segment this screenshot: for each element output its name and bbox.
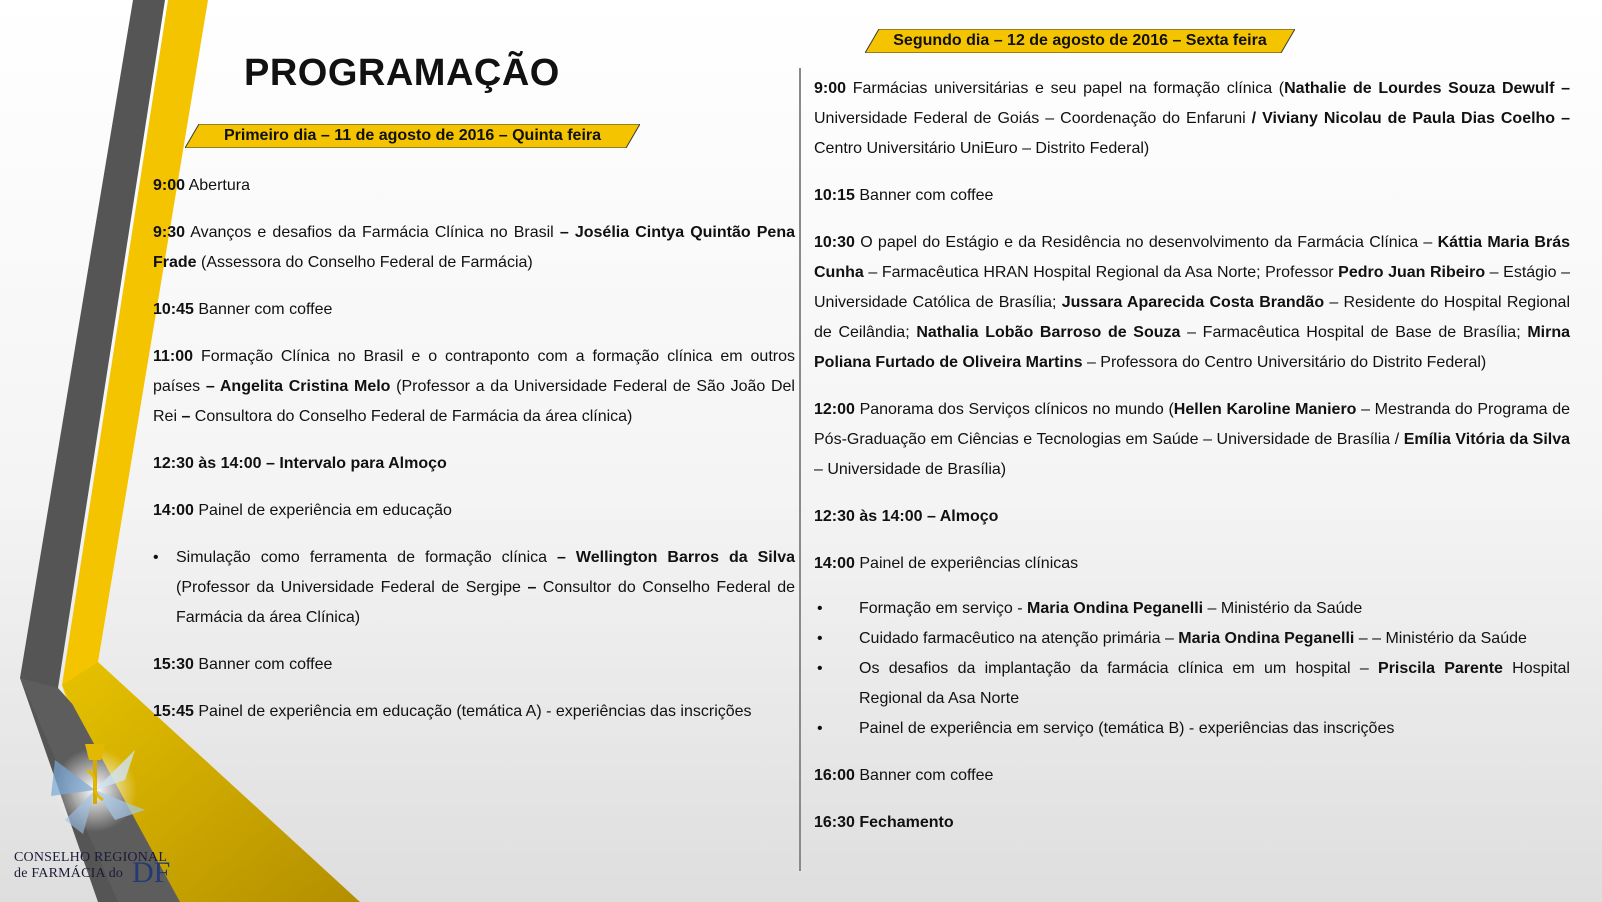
schedule-item: 15:45 Painel de experiência em educação (temática A) - experiências das inscrições [153,703,752,720]
schedule-item: 12:30 às 14:00 – Intervalo para Almoço [153,455,447,472]
bullet-marker: • [153,549,159,566]
day1-header-ribbon [185,124,640,148]
schedule-item: 12:30 às 14:00 – Almoço [814,508,999,525]
day1-schedule [153,171,795,744]
schedule-bullet-item: • Painel de experiência em serviço (temática B) - experiências das inscrições [814,714,1570,744]
schedule-item: 10:30 O papel do Estágio e da Residência no desenvolvimento da Farmácia Clínica – Káttia Maria Brás Cunha – Farmacêutica HRAN Hospital Regional da Asa Norte; Professor Pedro Juan Ribeiro – Estágio – Universidade Católica de Brasília; Jussara Aparecida Costa Brandão – Residente do Hospital Regional de Ceilândia; Nathalia Lobão Barroso de Souza – Farmacêutica Hospital de Base de Brasília; Mirna Poliana Furtado de Oliveira Martins – Professora do Centro Universitário do Distrito Federal) [814,234,1571,371]
schedule-item: 9:00 Abertura [153,177,250,194]
day2-schedule [814,74,1570,855]
schedule-item: 11:00 Formação Clínica no Brasil e o contraponto com a formação clínica em outros países – Angelita Cristina Melo (Professor a da Universidade Federal de São João Del Rei – Consultora do Conselho Federal de Farmácia da área clínica) [153,348,795,425]
schedule-bullet-item: • Os desafios da implantação da farmácia clínica em um hospital – Priscila Parente Hospital Regional da Asa Norte [814,654,1570,714]
schedule-bullet-item: • Simulação como ferramenta de formação clínica – Wellington Barros da Silva (Professor da Universidade Federal de Sergipe – Consultor do Conselho Federal de Farmácia da área Clínica) [153,543,795,633]
schedule-item: 14:00 Painel de experiências clínicas [814,555,1079,572]
schedule-item: 10:15 Banner com coffee [814,187,994,204]
logo-line-1: CONSELHO REGIONAL [14,850,168,865]
schedule-item: 16:30 Fechamento [814,814,954,831]
day1-header-text: Primeiro dia – 11 de agosto de 2016 – Quinta feira [223,127,602,144]
bullet-marker: • [817,600,823,617]
logo-line-2: de FARMÁCIA do [14,866,124,881]
schedule-bullet-item: • Cuidado farmacêutico na atenção primária – Maria Ondina Peganelli – – Ministério da Saúde [814,624,1570,654]
schedule-item: 9:00 Farmácias universitárias e seu papel na formação clínica (Nathalie de Lourdes Souza Dewulf – Universidade Federal de Goiás – Coordenação do Enfaruni / Viviany Nicolau de Paula Dias Coelho – Centro Universitário UniEuro – Distrito Federal) [814,80,1570,157]
schedule-item: 9:30 Avanços e desafios da Farmácia Clínica no Brasil – Josélia Cintya Quintão Pena Frade (Assessora do Conselho Federal de Farmácia) [153,224,795,271]
day2-header-text: Segundo dia – 12 de agosto de 2016 – Sexta feira [893,32,1267,49]
logo-df-mark: DF [132,856,171,889]
bullet-marker: • [817,660,823,677]
schedule-item: 15:30 Banner com coffee [153,656,333,673]
schedule-item: 14:00 Painel de experiência em educação [153,502,452,519]
schedule-item: 10:45 Banner com coffee [153,301,333,318]
day2-header-ribbon [865,29,1295,53]
schedule-bullet-item: • Formação em serviço - Maria Ondina Peganelli – Ministério da Saúde [814,594,1570,624]
schedule-item: 16:00 Banner com coffee [814,767,994,784]
page-title: PROGRAMAÇÃO [244,52,560,94]
schedule-item: 12:00 Panorama dos Serviços clínicos no mundo (Hellen Karoline Maniero – Mestranda do Programa de Pós-Graduação em Ciências e Tecnologias em Saúde – Universidade de Brasília / Emília Vitória da Silva – Universidade de Brasília) [814,401,1571,478]
column-divider [799,68,801,871]
bullet-marker: • [817,720,823,737]
bullet-marker: • [817,630,823,647]
